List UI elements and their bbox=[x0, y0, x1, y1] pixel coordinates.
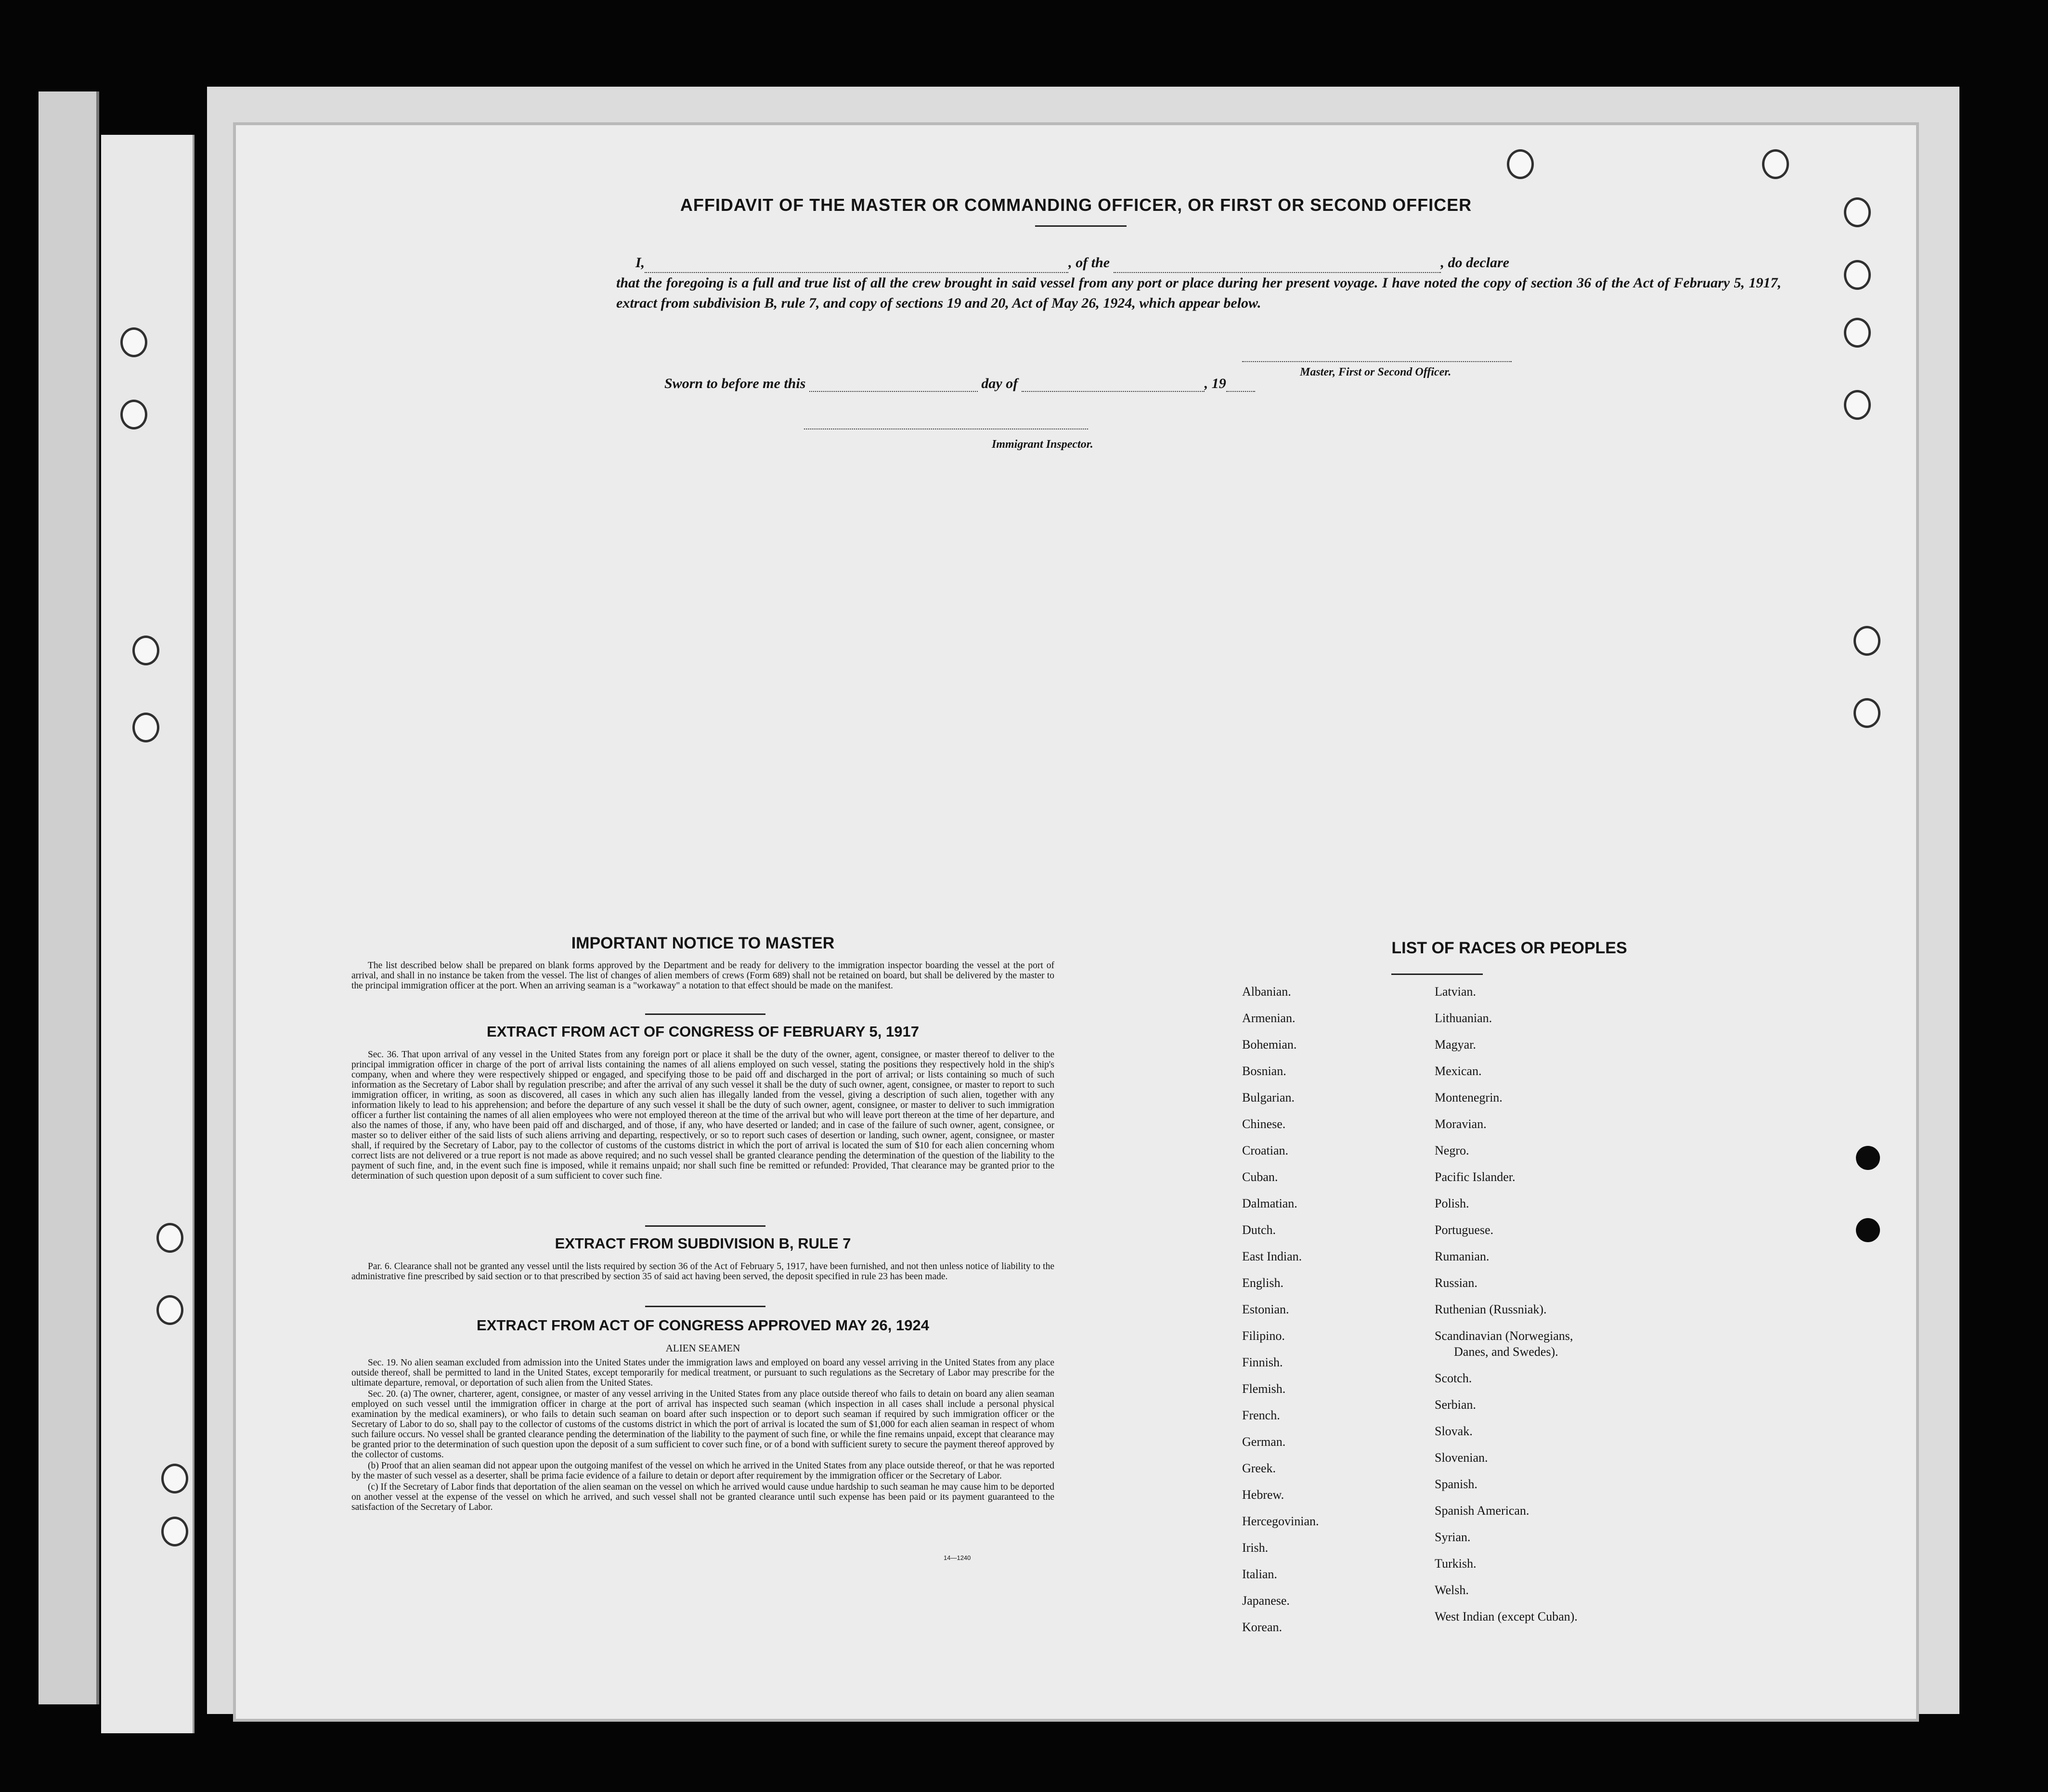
race-item: Korean. bbox=[1242, 1620, 1283, 1634]
races-title-rule bbox=[1391, 974, 1483, 975]
punch-hole-icon bbox=[120, 400, 147, 429]
race-item: Japanese. bbox=[1242, 1594, 1290, 1608]
scan-edge-underpage bbox=[101, 135, 194, 1733]
punch-hole-icon bbox=[161, 1464, 188, 1493]
races-title: LIST OF RACES OR PEOPLES bbox=[1391, 939, 1627, 957]
sworn-day-blank bbox=[809, 377, 978, 392]
extract-1917-text: Sec. 36. That upon arrival of any vessel in the United States from any foreign port or place it shall be the duty of the owner, agent, consignee, or master thereof to deliver to the principal immigration officer in charge of the port of arrival lists containing the names of all aliens employed on such vessel, stating the positions they respectively hold in the ship's company, when and where they were respectively shipped or engaged, and specifying those to be paid off and discharged in the port of arrival; or lists containing so much of such information as the Secretary of Labor shall by regulation prescribe; and after the arrival of any such vessel it shall be the duty of such owner, agent, consignee, or master to report to such immigration officer, in writing, as soon as discovered, all cases in which any such alien has illegally landed from the vessel, giving a description of such alien, together with any information likely to lead to his apprehension; and before the departure of any such vessel it shall be the duty of such owner, agent, consignee, or master to deliver to such immigration officer a further list containing the names of all alien employees who were not employed thereon at the time of the arrival but who will leave port thereon at the time of her departure, and also the names of those, if any, who have been paid off and discharged, and of those, if any, who have deserted or landed; and in case of the failure of such owner, agent, consignee, or master so to deliver either of the said lists of such aliens arriving and departing, respectively, or so to report such cases of desertion or landing, such owner, agent, consignee, or master shall, if required by the Secretary of Labor, pay to the collector of customs of the customs district in which the port of arrival is located the sum of $10 for each alien concerning whom correct lists are not delivered or a true report is not made as above required; and no such vessel shall be granted clearance pending the determination of the question of the liability to the payment of such fine, and, in the event such fine is imposed, while it remains unpaid; nor shall such fine be remitted or refunded: Provided, That clearance may be granted prior to the determination of such question upon deposit of a sum sufficient to cover such fine. bbox=[351, 1050, 1054, 1181]
race-item: Chinese. bbox=[1242, 1117, 1286, 1131]
punch-hole-icon bbox=[1844, 260, 1871, 290]
race-item: Bosnian. bbox=[1242, 1064, 1286, 1078]
extract-1917-rule bbox=[645, 1225, 765, 1227]
punch-hole-icon bbox=[120, 327, 147, 357]
race-item: West Indian (except Cuban). bbox=[1435, 1610, 1578, 1623]
race-item: Lithuanian. bbox=[1435, 1011, 1492, 1025]
race-item: Hercegovinian. bbox=[1242, 1514, 1319, 1528]
affidavit-title-rule bbox=[1035, 225, 1127, 227]
race-item: Magyar. bbox=[1435, 1038, 1476, 1052]
race-item: Slovak. bbox=[1435, 1424, 1473, 1438]
race-item: German. bbox=[1242, 1435, 1286, 1449]
race-item: Ruthenian (Russniak). bbox=[1435, 1302, 1547, 1316]
rule7-text: Par. 6. Clearance shall not be granted any vessel until the lists required by section 36 of the Act of February 5, 1917, have been furnished, and not then unless notice of liability to the administrative fine prescribed by said section or to that prescribed by section 35 of said act having been served, the deposit specified in rule 23 has been made. bbox=[351, 1261, 1054, 1282]
punch-hole-icon bbox=[1507, 149, 1534, 179]
race-item: Negro. bbox=[1435, 1143, 1469, 1157]
race-item: Finnish. bbox=[1242, 1355, 1283, 1369]
affidavit-title: AFFIDAVIT OF THE MASTER OR COMMANDING OFFICER, OR FIRST OR SECOND OFFICER bbox=[680, 195, 1472, 215]
race-item: Bulgarian. bbox=[1242, 1091, 1295, 1104]
master-signature-label: Master, First or Second Officer. bbox=[1300, 366, 1452, 378]
sec-20b-text: (b) Proof that an alien seaman did not appear upon the outgoing manifest of the vessel on which he arrived in the United States from any place outside thereof, or that he was reported by the master of such vessel as a deserter, shall be prima facie evidence of a failure to detain or deport after requirement by the immigration officer or the Secretary of Labor. bbox=[351, 1461, 1054, 1481]
punch-hole-icon bbox=[161, 1517, 188, 1546]
notice-title: IMPORTANT NOTICE TO MASTER bbox=[571, 934, 835, 952]
race-item: Flemish. bbox=[1242, 1382, 1286, 1396]
race-item: Albanian. bbox=[1242, 985, 1291, 999]
extract-1924-title: EXTRACT FROM ACT OF CONGRESS APPROVED MAY 26, 1924 bbox=[477, 1317, 929, 1334]
race-item: Dutch. bbox=[1242, 1223, 1276, 1237]
race-item: Dalmatian. bbox=[1242, 1196, 1297, 1210]
affidavit-declaration-line: I, , of the , do declare bbox=[616, 253, 1781, 273]
sworn-month-blank bbox=[1022, 377, 1205, 392]
ink-dot-icon bbox=[1856, 1218, 1880, 1242]
affidavit-statement bbox=[616, 253, 1781, 313]
races-right-column bbox=[1435, 985, 1578, 1636]
form-page bbox=[236, 125, 1916, 1719]
race-item: French. bbox=[1242, 1408, 1280, 1422]
race-item: Russian. bbox=[1435, 1276, 1478, 1290]
race-item: Irish. bbox=[1242, 1541, 1269, 1555]
punch-hole-icon bbox=[1844, 390, 1871, 420]
punch-hole-icon bbox=[1854, 626, 1880, 656]
race-item: Croatian. bbox=[1242, 1143, 1289, 1157]
race-item: Spanish American. bbox=[1435, 1504, 1530, 1518]
affidavit-body: that the foregoing is a full and true list of all the crew brought in said vessel from any port or place during her present voyage. I have noted the copy of section 36 of the Act of February 5, 1917, extract from subdivision B, rule 7, and copy of sections 19 and 20, Act of May 26, 1924, which appear below. bbox=[616, 275, 1781, 311]
notice-rule bbox=[645, 1013, 765, 1015]
race-item: Cuban. bbox=[1242, 1170, 1278, 1184]
punch-hole-icon bbox=[132, 713, 159, 742]
sworn-line: Sworn to before me this day of , 19 bbox=[664, 376, 1255, 392]
race-item: Scotch. bbox=[1435, 1371, 1472, 1385]
rule7-rule bbox=[645, 1306, 765, 1307]
race-item: Slovenian. bbox=[1435, 1451, 1488, 1465]
sec-19-text: Sec. 19. No alien seaman excluded from admission into the United States under the immigration laws and employed on board any vessel arriving in the United States from any place outside thereof, shall be permitted to land in the United States, except temporarily for medical treatment, or pursuant to such regulations as the Secretary of Labor may prescribe for the ultimate departure, removal, or deportation of such alien from the United States. bbox=[351, 1358, 1054, 1388]
sec-20c-text: (c) If the Secretary of Labor finds that deportation of the alien seaman on the vessel on which he arrived would cause undue hardship to such seaman he may cause him to be deported on another vessel at the expense of the vessel on which he arrived, and such vessel shall not be granted clearance until such expense has been paid or its payment guaranteed to the satisfaction of the Secretary of Labor. bbox=[351, 1482, 1054, 1512]
punch-hole-icon bbox=[156, 1223, 183, 1253]
race-item: English. bbox=[1242, 1276, 1283, 1290]
name-blank bbox=[645, 258, 1068, 273]
race-item: Filipino. bbox=[1242, 1329, 1285, 1343]
race-item: East Indian. bbox=[1242, 1249, 1302, 1263]
race-item: Mexican. bbox=[1435, 1064, 1482, 1078]
extract-1917-title: EXTRACT FROM ACT OF CONGRESS OF FEBRUARY 5, 1917 bbox=[487, 1023, 919, 1040]
race-item: Estonian. bbox=[1242, 1302, 1289, 1316]
ink-dot-icon bbox=[1856, 1146, 1880, 1170]
race-item: Syrian. bbox=[1435, 1530, 1471, 1544]
race-item: Turkish. bbox=[1435, 1557, 1477, 1571]
race-item: Polish. bbox=[1435, 1196, 1469, 1210]
race-item: Spanish. bbox=[1435, 1477, 1478, 1491]
form-number: 14—1240 bbox=[944, 1554, 971, 1561]
vessel-blank bbox=[1114, 258, 1441, 273]
punch-hole-icon bbox=[1762, 149, 1789, 179]
inspector-signature-label: Immigrant Inspector. bbox=[992, 438, 1093, 451]
race-item: Latvian. bbox=[1435, 985, 1476, 999]
race-item: Pacific Islander. bbox=[1435, 1170, 1516, 1184]
race-item: Rumanian. bbox=[1435, 1249, 1490, 1263]
race-item: Danes, and Swedes). bbox=[1454, 1345, 1558, 1359]
race-item: Italian. bbox=[1242, 1567, 1277, 1581]
race-item: Portuguese. bbox=[1435, 1223, 1494, 1237]
sworn-year-blank bbox=[1226, 377, 1255, 392]
master-signature-line bbox=[1242, 361, 1512, 362]
punch-hole-icon bbox=[1844, 318, 1871, 348]
race-item: Scandinavian (Norwegians, bbox=[1435, 1329, 1573, 1343]
punch-hole-icon bbox=[156, 1295, 183, 1325]
punch-hole-icon bbox=[1854, 698, 1880, 728]
punch-hole-icon bbox=[132, 636, 159, 665]
extract-1924-text bbox=[351, 1358, 1054, 1513]
rule7-title: EXTRACT FROM SUBDIVISION B, RULE 7 bbox=[555, 1235, 851, 1252]
race-item: Montenegrin. bbox=[1435, 1091, 1503, 1104]
notice-text: The list described below shall be prepared on blank forms approved by the Department and be ready for delivery to the immigration inspector boarding the vessel at the port of arrival, and shall in no instance be taken from the vessel. The list of changes of alien members of crews (Form 689) shall not be retained on board, but shall be delivered by the master to the principal immigration officer at the port. When an arriving seaman is a "workaway" a notation to that effect should be made on the manifest. bbox=[351, 961, 1054, 991]
race-item: Serbian. bbox=[1435, 1398, 1476, 1412]
race-item: Armenian. bbox=[1242, 1011, 1296, 1025]
race-item: Bohemian. bbox=[1242, 1038, 1297, 1052]
race-item: Hebrew. bbox=[1242, 1488, 1284, 1502]
races-left-column bbox=[1242, 985, 1319, 1647]
race-item: Greek. bbox=[1242, 1461, 1276, 1475]
alien-seamen-subtitle: ALIEN SEAMEN bbox=[665, 1342, 740, 1354]
race-item: Moravian. bbox=[1435, 1117, 1487, 1131]
race-item: Welsh. bbox=[1435, 1583, 1469, 1597]
sec-20a-text: Sec. 20. (a) The owner, charterer, agent, consignee, or master of any vessel arriving in the United States from any place outside thereof who fails to detain on board any alien seaman employed on such vessel until the immigration officer in charge at the port of arrival has inspected such seaman (which inspection in all cases shall include a personal physical examination by the medical examiners), or who fails to detain such seaman on board after such inspection or to deport such seaman if required by such immigration officer or the Secretary of Labor to do so, shall pay to the collector of customs of the customs district in which the port of arrival is located the sum of $1,000 for each alien seaman in respect of whom such failure occurs. No vessel shall be granted clearance pending the determination of the liability to the payment of such fine, or while the fine remains unpaid, except that clearance may be granted prior to the determination of such question upon the deposit of a sum sufficient to cover such fine, or of a bond with sufficient surety to secure the payment thereof approved by the collector of customs. bbox=[351, 1389, 1054, 1460]
scan-edge-left bbox=[39, 91, 99, 1704]
